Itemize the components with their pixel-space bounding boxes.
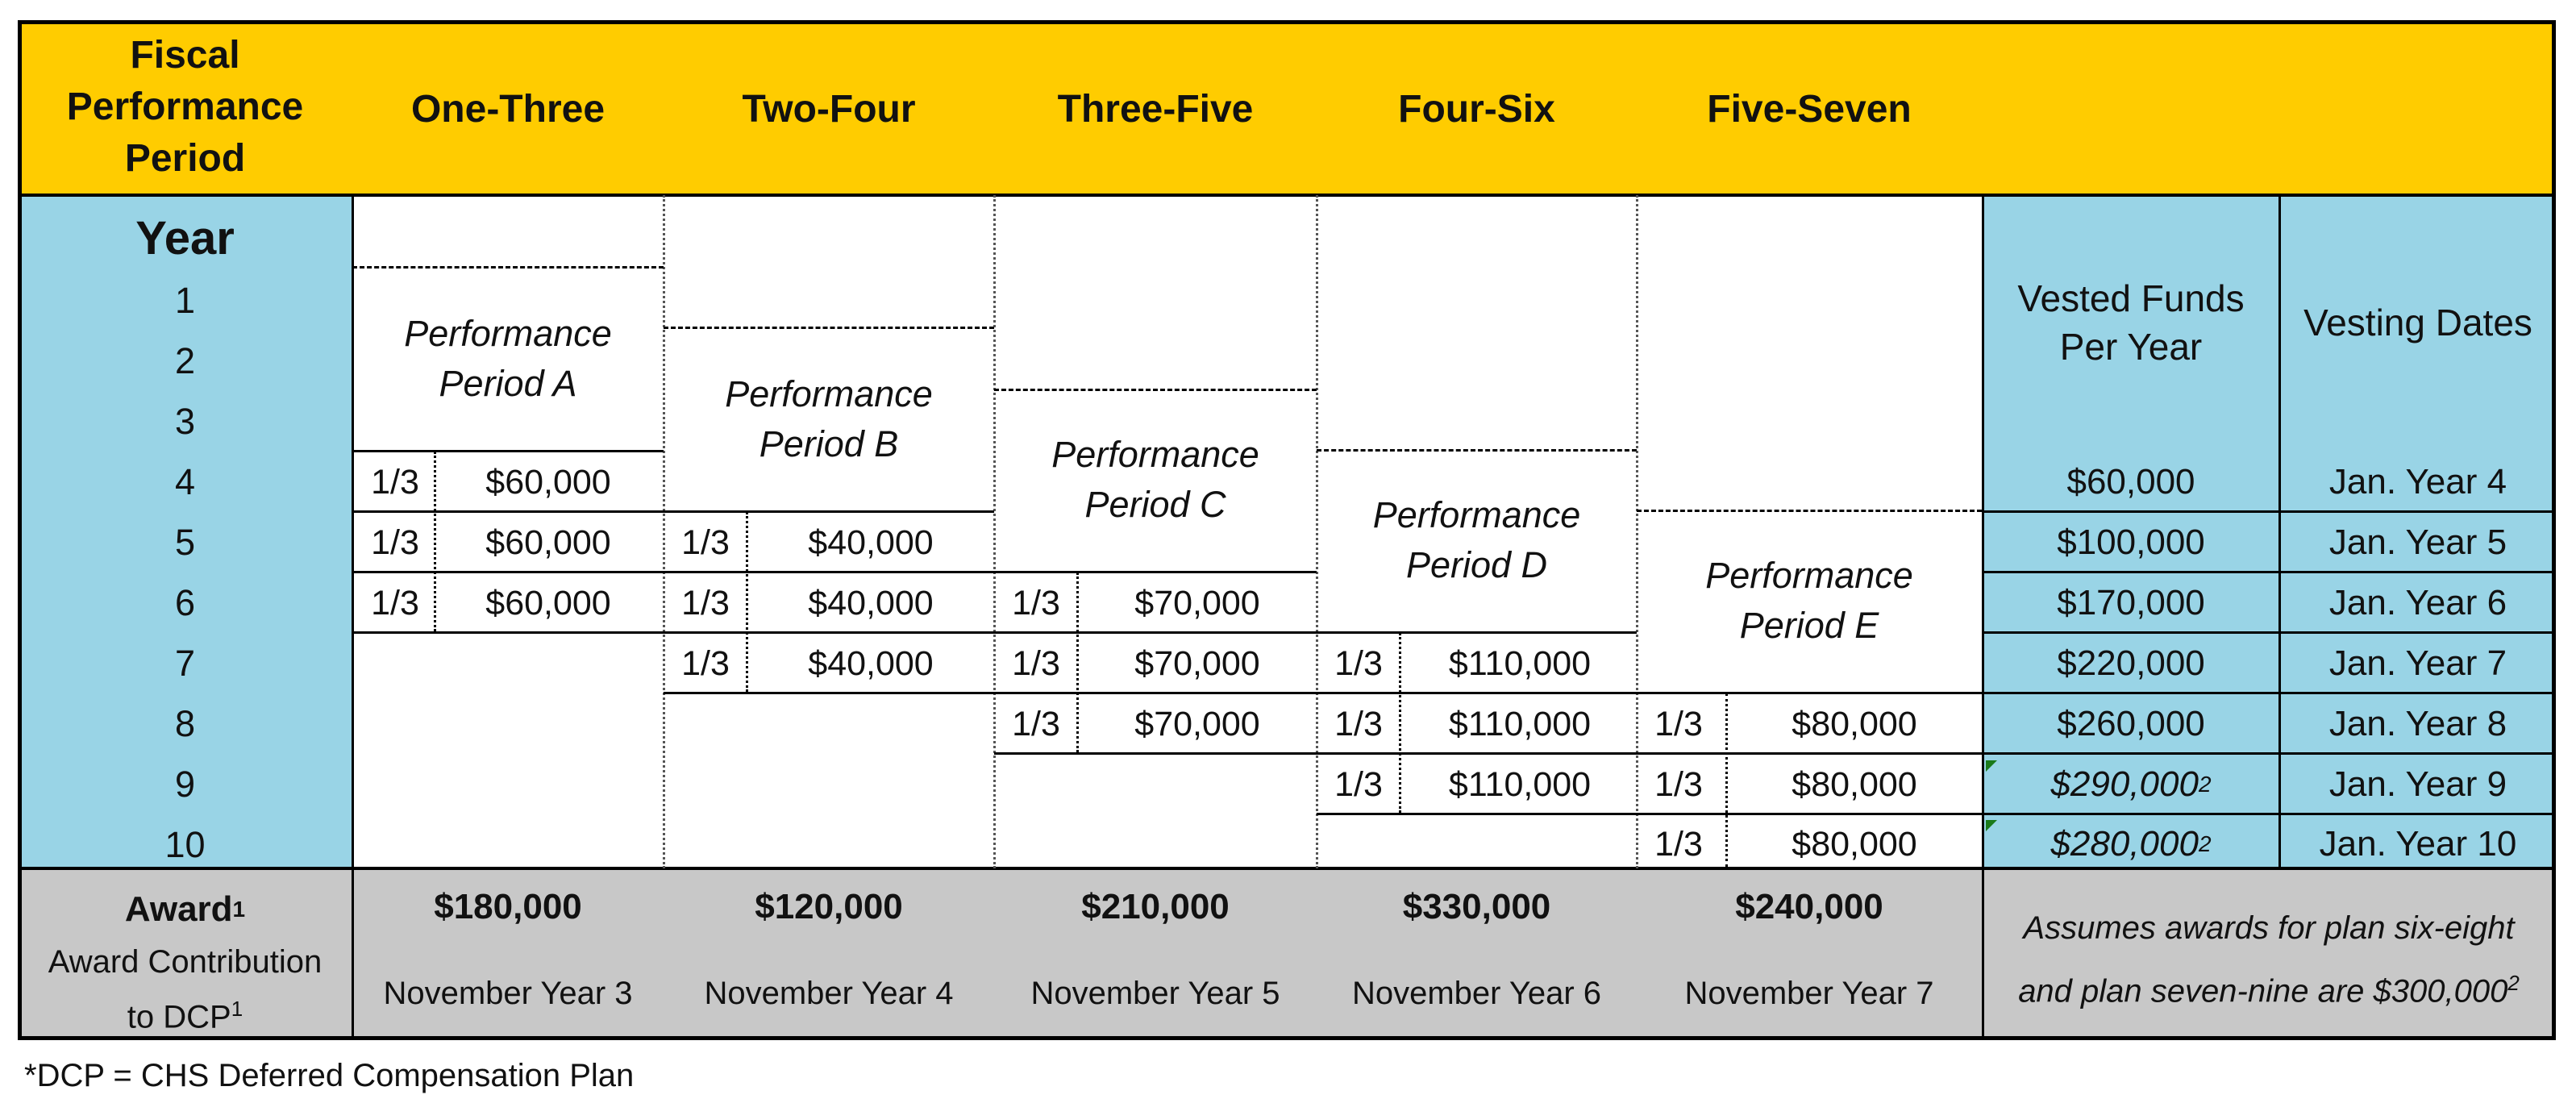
divider — [1725, 693, 1728, 867]
period-c-amount: $70,000 — [1134, 643, 1260, 683]
divider — [663, 195, 665, 868]
divider — [994, 692, 1317, 694]
period-d-fraction: 1/3 — [1334, 764, 1383, 804]
divider — [1982, 752, 2556, 755]
divider — [1982, 571, 2556, 573]
award-contribution-date: November Year 4 — [704, 975, 954, 1011]
divider — [1316, 195, 1318, 868]
period-e-amount: $80,000 — [1792, 824, 1917, 864]
award-label: Award 1 — [124, 889, 246, 929]
divider — [1982, 692, 2556, 694]
vested-funds-header: Vested Funds Per Year — [2017, 277, 2245, 368]
divider — [1982, 631, 2556, 634]
year-title: Year — [135, 211, 235, 264]
divider — [664, 692, 994, 694]
award-amount: $330,000 — [1402, 887, 1551, 926]
period-a-fraction: 1/3 — [371, 583, 419, 622]
period-e-amount: $80,000 — [1792, 764, 1917, 804]
year-5: 5 — [174, 521, 196, 563]
performance-period-b-label: Performance Period B — [725, 373, 933, 464]
divider — [1636, 195, 1638, 868]
period-a-amount: $60,000 — [485, 522, 611, 562]
award-contribution-label: Award Contribution to DCP$^1$ — [48, 944, 323, 1035]
divider — [664, 571, 994, 573]
award-contribution-date: November Year 3 — [383, 975, 633, 1011]
period-e-amount: $80,000 — [1792, 704, 1917, 743]
performance-period-e-label: Performance Period E — [1705, 555, 1913, 646]
year-3: 3 — [174, 400, 196, 442]
award-amount: $240,000 — [1735, 887, 1883, 926]
col-header-one-three: One-Three — [410, 87, 606, 131]
period-c-amount: $70,000 — [1134, 704, 1260, 743]
col-header-two-four: Two-Four — [742, 87, 916, 131]
award-amount: $180,000 — [434, 887, 582, 926]
vesting-date: Jan. Year 5 — [2328, 522, 2507, 562]
divider — [994, 631, 1317, 634]
divider — [1637, 813, 1982, 815]
divider — [1637, 692, 1982, 694]
performance-period-d-label: Performance Period D — [1372, 494, 1581, 585]
award-amount: $120,000 — [755, 887, 903, 926]
period-c-fraction: 1/3 — [1012, 643, 1060, 683]
period-d-fraction: 1/3 — [1334, 704, 1383, 743]
period-b-amount: $40,000 — [808, 522, 934, 562]
award-contribution-date: November Year 7 — [1684, 975, 1934, 1011]
year-1: 1 — [174, 279, 196, 321]
divider — [352, 631, 664, 634]
award-amount: $210,000 — [1081, 887, 1230, 926]
award-assumption-note: Assumes awards for plan six-eight and plan seven-nine are $300,000$^2$ — [2018, 910, 2520, 1009]
divider — [434, 452, 436, 631]
vested-value-with-note: $280,000 2 — [2050, 824, 2212, 864]
vesting-date: Jan. Year 8 — [2328, 704, 2507, 743]
divider — [746, 512, 748, 692]
divider — [18, 867, 2556, 870]
award-contribution-date: November Year 5 — [1030, 975, 1280, 1011]
vested-value: $170,000 — [2057, 583, 2205, 622]
divider — [352, 510, 664, 513]
period-d-amount: $110,000 — [1448, 704, 1592, 743]
divider — [994, 571, 1317, 573]
period-b-amount: $40,000 — [808, 643, 934, 683]
divider — [1982, 510, 2556, 513]
divider — [352, 571, 664, 573]
divider — [1317, 752, 1637, 755]
year-6: 6 — [174, 581, 196, 623]
period-a-amount: $60,000 — [485, 583, 611, 622]
year-9: 9 — [174, 763, 196, 805]
divider — [994, 752, 1317, 755]
divider — [1637, 752, 1982, 755]
period-e-fraction: 1/3 — [1654, 824, 1703, 864]
divider — [664, 510, 994, 513]
vesting-date: Jan. Year 7 — [2328, 643, 2507, 683]
period-b-fraction: 1/3 — [681, 583, 730, 622]
year-7: 7 — [174, 642, 196, 684]
period-a-fraction: 1/3 — [371, 462, 419, 502]
year-10: 10 — [164, 823, 206, 865]
col-header-three-five: Three-Five — [1057, 87, 1254, 131]
performance-period-a-label: Performance Period A — [404, 313, 612, 404]
vested-value-with-note: $290,000 2 — [2050, 764, 2212, 804]
period-c-fraction: 1/3 — [1012, 704, 1060, 743]
vested-value: $60,000 — [2066, 462, 2195, 502]
divider — [1982, 195, 1984, 1040]
period-b-amount: $40,000 — [808, 583, 934, 622]
divider — [1317, 692, 1637, 694]
divider — [664, 631, 994, 634]
period-a-amount: $60,000 — [485, 462, 611, 502]
vested-value: $100,000 — [2057, 522, 2205, 562]
divider — [1399, 633, 1401, 813]
award-contribution-date: November Year 6 — [1351, 975, 1602, 1011]
divider — [1317, 813, 1637, 815]
divider — [352, 450, 664, 452]
period-c-fraction: 1/3 — [1012, 583, 1060, 622]
divider — [1076, 572, 1079, 752]
fiscal-performance-period-header: Fiscal Performance Period — [66, 33, 304, 180]
vesting-date: Jan. Year 6 — [2328, 583, 2507, 622]
period-d-fraction: 1/3 — [1334, 643, 1383, 683]
period-c-amount: $70,000 — [1134, 583, 1260, 622]
divider — [1317, 449, 1637, 452]
col-header-five-seven: Five-Seven — [1707, 87, 1912, 131]
footnote: *DCP = CHS Deferred Compensation Plan — [24, 1058, 635, 1093]
vested-value: $220,000 — [2057, 643, 2205, 683]
divider — [1637, 510, 1982, 512]
period-b-fraction: 1/3 — [681, 522, 730, 562]
vesting-dates-header: Vesting Dates — [2303, 302, 2532, 343]
table-border — [18, 20, 2556, 1040]
divider — [994, 389, 1317, 391]
period-b-fraction: 1/3 — [681, 643, 730, 683]
period-a-fraction: 1/3 — [371, 522, 419, 562]
year-2: 2 — [174, 339, 196, 381]
performance-period-c-label: Performance Period C — [1051, 434, 1259, 525]
divider — [352, 195, 354, 1040]
period-d-amount: $110,000 — [1448, 643, 1592, 683]
divider — [2278, 195, 2281, 868]
divider — [18, 194, 2556, 197]
divider — [1317, 631, 1637, 634]
vesting-date: Jan. Year 10 — [2319, 824, 2517, 864]
vesting-date: Jan. Year 4 — [2328, 462, 2507, 502]
vested-value: $260,000 — [2057, 704, 2205, 743]
period-e-fraction: 1/3 — [1654, 704, 1703, 743]
divider — [352, 266, 664, 269]
year-4: 4 — [174, 460, 196, 502]
divider — [993, 195, 996, 868]
period-e-fraction: 1/3 — [1654, 764, 1703, 804]
divider — [664, 327, 994, 329]
divider — [1982, 813, 2556, 815]
vesting-date: Jan. Year 9 — [2328, 764, 2507, 804]
period-d-amount: $110,000 — [1448, 764, 1592, 804]
col-header-four-six: Four-Six — [1398, 87, 1555, 131]
year-8: 8 — [174, 702, 196, 744]
